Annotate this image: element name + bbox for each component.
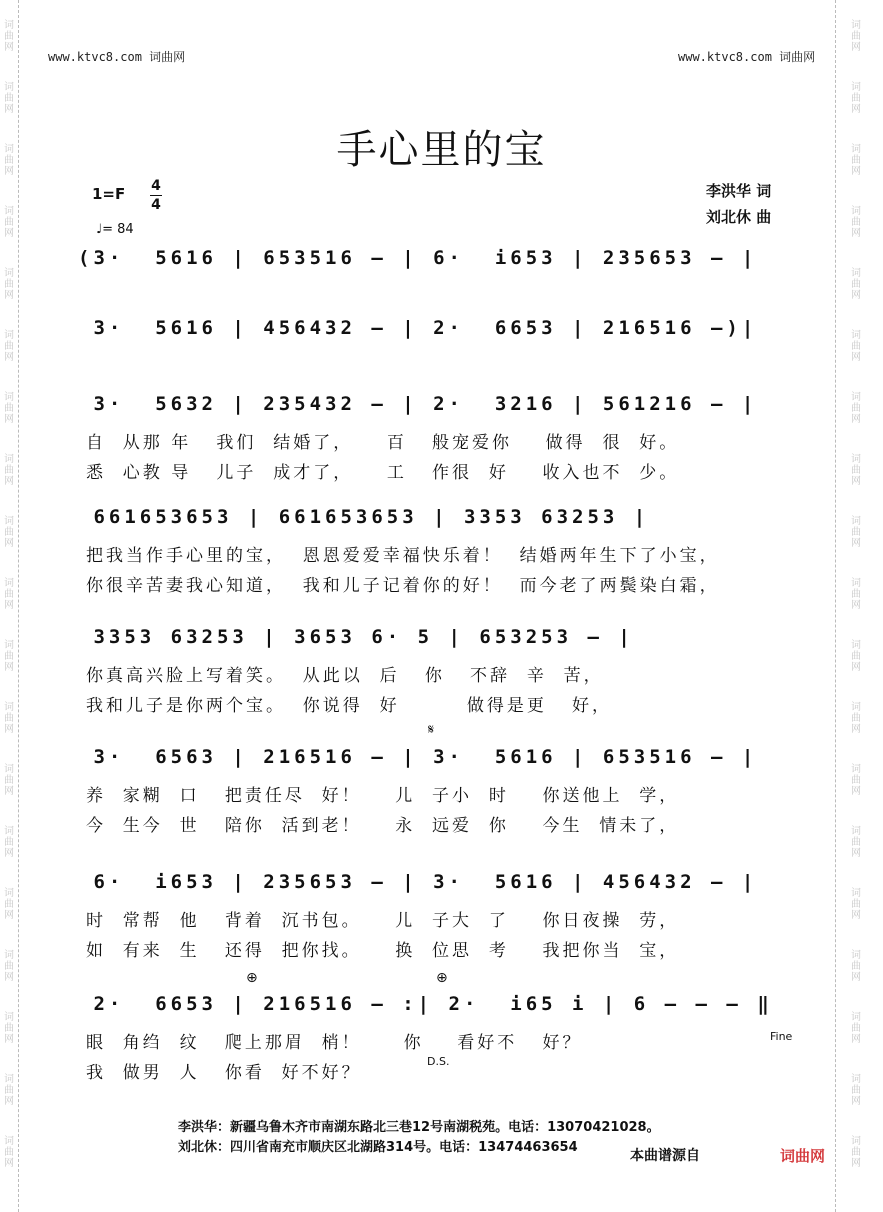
composer-credit: 刘北休 曲	[706, 208, 772, 226]
time-denominator: 4	[151, 197, 161, 213]
watermark-stamp: 词 曲 网	[4, 268, 14, 301]
watermark-stamp: 词 曲 网	[4, 888, 14, 921]
lyric-verse-2: 我 做男 人 你看 好不好？	[86, 1063, 362, 1083]
watermark-stamp: 词 曲 网	[851, 888, 861, 921]
watermark-stamp: 词 曲 网	[851, 82, 861, 115]
watermark-stamp: 词 曲 网	[4, 1012, 14, 1045]
watermark-stamp: 词 曲 网	[4, 206, 14, 239]
time-divider	[150, 195, 162, 196]
watermark-stamp: 词 曲 网	[851, 1136, 861, 1169]
right-watermark-strip	[835, 0, 883, 1212]
watermark-stamp: 词 曲 网	[851, 206, 861, 239]
source-label: 本曲谱源自	[630, 1148, 700, 1164]
brand-logo[interactable]: 词曲网	[780, 1147, 826, 1165]
segno-icon: 𝄋	[428, 722, 435, 738]
ds-marking: D.S.	[427, 1055, 450, 1068]
watermark-stamp: 词 曲 网	[4, 702, 14, 735]
left-watermark-strip	[0, 0, 19, 1212]
watermark-stamp: 词 曲 网	[851, 268, 861, 301]
watermark-stamp: 词 曲 网	[851, 516, 861, 549]
watermark-stamp: 词 曲 网	[851, 330, 861, 363]
watermark-stamp: 词 曲 网	[851, 578, 861, 611]
footer-contact-lyricist: 李洪华：新疆乌鲁木齐市南湖东路北三巷12号南湖税苑。电话：13070421028。	[178, 1120, 660, 1135]
coda-icon: ⊕	[436, 970, 448, 986]
watermark-stamp: 词 曲 网	[4, 1074, 14, 1107]
watermark-stamp: 词 曲 网	[851, 1074, 861, 1107]
lyric-verse-1: 养 家糊 口 把责任尽 好！ 儿 子小 时 你送他上 学，	[86, 786, 680, 806]
watermark-stamp: 词 曲 网	[851, 764, 861, 797]
watermark-stamp: 词 曲 网	[4, 392, 14, 425]
watermark-stamp: 词 曲 网	[851, 454, 861, 487]
notation-line: 3· 6563 | 216516 – | 3· 5616 | 653516 – |	[78, 746, 758, 768]
time-signature	[150, 178, 162, 213]
watermark-stamp: 词 曲 网	[4, 764, 14, 797]
lyric-verse-2: 如 有来 生 还得 把你找。 换 位思 考 我把你当 宝，	[86, 941, 680, 961]
lyric-verse-2: 今 生今 世 陪你 活到老！ 永 远爱 你 今生 情未了，	[86, 816, 680, 836]
notation-line: 6· i653 | 235653 – | 3· 5616 | 456432 – |	[78, 871, 758, 893]
notation-line: 2· 6653 | 216516 – :| 2· i65 i | 6 – – – ‖	[78, 993, 773, 1015]
watermark-stamp: 词 曲 网	[851, 640, 861, 673]
watermark-stamp: 词 曲 网	[851, 20, 861, 53]
lyric-verse-2: 悉 心教 导 儿子 成才了， 工 作很 好 收入也不 少。	[86, 463, 680, 483]
footer-contact-composer: 刘北休：四川省南充市顺庆区北湖路314号。电话：13474463654	[178, 1140, 578, 1155]
watermark-stamp: 词 曲 网	[4, 330, 14, 363]
lyric-verse-2: 你很辛苦妻我心知道， 我和儿子记着你的好！ 而今老了两鬓染白霜，	[86, 576, 720, 596]
lyric-verse-2: 我和儿子是你两个宝。 你说得 好 做得是更 好，	[86, 696, 613, 716]
watermark-stamp: 词 曲 网	[851, 702, 861, 735]
watermark-stamp: 词 曲 网	[4, 516, 14, 549]
watermark-stamp: 词 曲 网	[4, 950, 14, 983]
watermark-stamp: 词 曲 网	[4, 454, 14, 487]
notation-line: (3· 5616 | 653516 – | 6· i653 | 235653 – |	[78, 247, 758, 269]
fine-marking: Fine	[770, 1030, 793, 1043]
song-title: 手心里的宝	[336, 127, 547, 173]
lyric-verse-1: 把我当作手心里的宝， 恩恩爱爱幸福快乐着！ 结婚两年生下了小宝，	[86, 546, 720, 566]
watermark-stamp: 词 曲 网	[4, 826, 14, 859]
key-signature: 1=F	[92, 185, 126, 203]
notation-line: 3· 5632 | 235432 – | 2· 3216 | 561216 – |	[78, 393, 758, 415]
watermark-stamp: 词 曲 网	[4, 144, 14, 177]
lyric-verse-1: 时 常帮 他 背着 沉书包。 儿 子大 了 你日夜操 劳，	[86, 911, 680, 931]
watermark-stamp: 词 曲 网	[851, 1012, 861, 1045]
coda-icon: ⊕	[246, 970, 258, 986]
watermark-stamp: 词 曲 网	[4, 640, 14, 673]
watermark-stamp: 词 曲 网	[4, 1136, 14, 1169]
notation-line: 3· 5616 | 456432 – | 2· 6653 | 216516 –)|	[78, 317, 758, 339]
watermark-stamp: 词 曲 网	[4, 578, 14, 611]
tempo-marking: ♩= 84	[96, 222, 134, 237]
watermark-stamp: 词 曲 网	[851, 826, 861, 859]
watermark-stamp: 词 曲 网	[4, 82, 14, 115]
notation-line: 3353 63253 | 3653 6· 5 | 653253 – |	[78, 626, 634, 648]
lyric-verse-1: 自 从那 年 我们 结婚了， 百 般宠爱你 做得 很 好。	[86, 433, 680, 453]
header-url-left[interactable]: www.ktvc8.com 词曲网	[48, 50, 186, 64]
watermark-stamp: 词 曲 网	[851, 392, 861, 425]
lyric-verse-1: 眼 角绉 纹 爬上那眉 梢！ 你 看好不 好？	[86, 1033, 583, 1053]
watermark-stamp: 词 曲 网	[851, 950, 861, 983]
lyricist-credit: 李洪华 词	[706, 182, 772, 200]
watermark-stamp: 词 曲 网	[4, 20, 14, 53]
notation-line: 661653653 | 661653653 | 3353 63253 |	[78, 506, 650, 528]
lyric-verse-1: 你真高兴脸上写着笑。 从此以 后 你 不辞 辛 苦，	[86, 666, 604, 686]
watermark-stamp: 词 曲 网	[851, 144, 861, 177]
time-numerator: 4	[151, 178, 161, 194]
header-url-right[interactable]: www.ktvc8.com 词曲网	[678, 50, 816, 64]
